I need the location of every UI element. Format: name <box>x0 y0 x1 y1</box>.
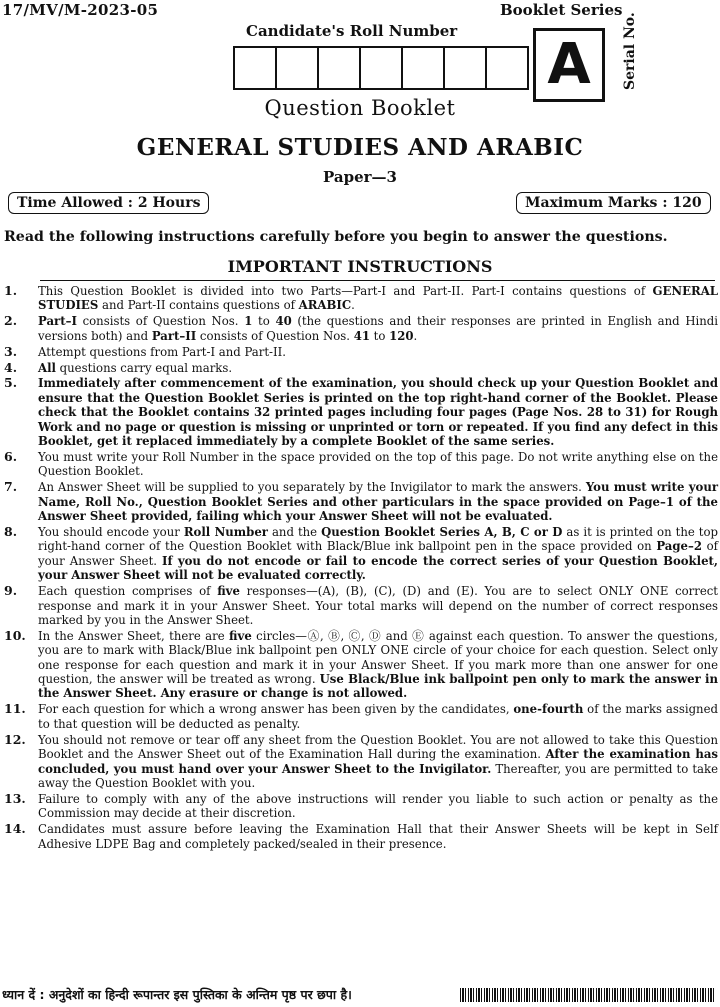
booklet-series-letter: A <box>533 28 605 102</box>
instruction-text-segment: Failure to comply with any of the above instructions will render you liable to such action or penalty as the Commission may decide at their discretion. <box>38 791 718 821</box>
instruction-item <box>4 450 718 479</box>
instruction-text-segment: responses—(A), (B), (C), (D) and (E). You are to select ONLY ONE correct response and mark it in your Answer Sheet. Your total marks will depend on the number of correct responses marked by you in the Answer Sheet. <box>38 584 718 627</box>
instruction-text-segment: Attempt questions from Part-I and Part-II. <box>38 344 286 359</box>
instruction-number: 12. <box>4 731 26 747</box>
instruction-text <box>38 361 718 375</box>
instruction-item <box>4 584 718 627</box>
instruction-item <box>4 376 718 448</box>
instruction-text-segment: An Answer Sheet will be supplied to you separately by the Invigilator to mark the answers. <box>38 480 586 495</box>
roll-digit-box[interactable] <box>275 46 319 90</box>
instruction-text-segment: If you do not encode or fail to encode the correct series of your Question Booklet, your Answer Sheet will not be evaluated correctly. <box>38 553 718 583</box>
roll-number-label: Candidate's Roll Number <box>246 22 458 40</box>
instruction-text-segment: All <box>38 360 56 375</box>
instruction-text-segment: to <box>369 328 390 343</box>
instruction-text-segment: Question Booklet Series A, B, C or D <box>321 525 563 539</box>
heading-divider <box>40 280 715 281</box>
instruction-text-segment: For each question for which a wrong answer has been given by the candidates, <box>38 702 514 717</box>
instructions-list <box>4 284 718 852</box>
instruction-text-segment: After the examination has concluded, you must hand over your Answer Sheet to the Invigilator. <box>38 747 718 776</box>
instruction-text-segment: of your Answer Sheet. <box>38 539 718 568</box>
instruction-number: 7. <box>4 479 18 495</box>
instruction-text-segment: one-fourth <box>513 702 584 717</box>
instruction-text-segment: consists of Question Nos. <box>196 328 354 343</box>
instruction-text-segment: In the Answer Sheet, there are <box>38 628 230 643</box>
instruction-text <box>38 284 718 313</box>
instruction-text <box>38 376 718 448</box>
instruction-number: 11. <box>4 701 26 717</box>
instruction-number: 1. <box>4 283 18 298</box>
instruction-number: 10. <box>4 627 26 643</box>
time-allowed-badge: Time Allowed : 2 Hours <box>8 192 209 214</box>
instruction-text-segment: Immediately after commencement of the examination, you should check up your Question Booklet and ensure that the Question Booklet Series is printed on the top right-hand corner of the Booklet. Please check that the Booklet contains 32 printed pages including four pages (Page Nos. 28 to 31) for Rough Work and no page or question is missing or unprinted or torn or repeated. If you find any defect in this Booklet, get it replaced immediately by a complete Booklet of the same series. <box>38 376 718 449</box>
roll-digit-box[interactable] <box>485 46 529 90</box>
barcode <box>460 988 715 1002</box>
instruction-text-segment: Thereafter, you are permitted to take away the Question Booklet with you. <box>38 761 718 790</box>
roll-number-boxes <box>235 46 529 90</box>
instruction-item <box>4 702 718 731</box>
instruction-text-segment: 41 <box>353 328 370 343</box>
instruction-text <box>38 345 718 359</box>
roll-digit-box[interactable] <box>233 46 277 90</box>
instruction-text-segment: and the <box>267 525 322 539</box>
instruction-text-segment: GENERAL STUDIES <box>38 284 718 313</box>
subject-title: GENERAL STUDIES AND ARABIC <box>136 134 584 161</box>
instruction-number: 2. <box>4 313 18 329</box>
instruction-number: 3. <box>4 343 18 359</box>
instruction-text-segment: Part–I <box>38 314 77 329</box>
instruction-text-segment: This Question Booklet is divided into two Parts—Part-I and Part-II. Part-I contains questions of <box>38 284 653 298</box>
instruction-number: 14. <box>4 821 26 837</box>
instruction-item <box>4 314 718 343</box>
instruction-text-segment: of the marks assigned to that question will be deducted as penalty. <box>38 702 718 731</box>
instruction-text <box>38 629 718 701</box>
read-instructions-note: Read the following instructions carefully before you begin to answer the questions. <box>4 229 668 245</box>
instruction-text-segment: Part–II <box>151 328 197 343</box>
instruction-item <box>4 345 718 359</box>
instruction-text-segment: 120 <box>389 328 414 343</box>
roll-digit-box[interactable] <box>401 46 445 90</box>
instruction-text <box>38 822 718 851</box>
booklet-code: 17/MV/M-2023-05 <box>2 1 159 19</box>
booklet-title: Question Booklet <box>264 96 456 120</box>
instruction-text-segment: Candidates must assure before leaving the Examination Hall that their Answer Sheets will be kept in Self Adhesive LDPE Bag and completely packed/sealed in their presence. <box>38 822 718 851</box>
instruction-item <box>4 733 718 791</box>
instruction-text <box>38 733 718 791</box>
maximum-marks-badge: Maximum Marks : 120 <box>516 192 711 214</box>
instruction-text <box>38 480 718 523</box>
instruction-number: 4. <box>4 359 18 375</box>
serial-number-label: Serial No. <box>622 12 638 90</box>
instruction-text-segment: as it is printed on the top right-hand corner of the Question Booklet with Black/Blue ink ballpoint pen in the space provided on <box>38 525 719 554</box>
instruction-text-segment: 1 <box>244 314 253 329</box>
hindi-footer-note: ध्यान दें : अनुदेशों का हिन्दी रूपान्तर इस पुस्तिका के अन्तिम पृष्ठ पर छपा है। <box>2 987 352 1002</box>
instruction-item <box>4 792 718 821</box>
instruction-text-segment: . <box>351 298 355 313</box>
instruction-text-segment: and Part-II contains questions of <box>98 298 299 313</box>
instruction-text-segment: ARABIC <box>298 298 352 313</box>
instruction-number: 6. <box>4 448 18 464</box>
instruction-item <box>4 480 718 523</box>
instruction-number: 5. <box>4 375 18 391</box>
instruction-text <box>38 584 718 627</box>
instruction-text <box>38 792 718 821</box>
instruction-text-segment: You must write your Roll Number in the space provided on the top of this page. Do not write anything else on the Question Booklet. <box>38 449 718 479</box>
instruction-text-segment: to <box>252 314 276 329</box>
instruction-text-segment: Use Black/Blue ink ballpoint pen only to mark the answer in the Answer Sheet. Any erasure or change is not allowed. <box>38 672 718 701</box>
instruction-text-segment: Page–2 <box>656 539 702 554</box>
instruction-text <box>38 525 718 583</box>
paper-number: Paper—3 <box>323 168 397 186</box>
instruction-text-segment: five <box>229 628 252 643</box>
instruction-text-segment: questions carry equal marks. <box>55 360 233 375</box>
instruction-text-segment: Roll Number <box>183 525 268 539</box>
instruction-number: 13. <box>4 790 26 806</box>
instruction-item <box>4 525 718 583</box>
instruction-text <box>38 314 718 343</box>
roll-digit-box[interactable] <box>359 46 403 90</box>
instruction-item <box>4 629 718 701</box>
roll-digit-box[interactable] <box>317 46 361 90</box>
instruction-item <box>4 284 718 313</box>
instruction-text-segment: five <box>217 584 240 599</box>
instruction-item <box>4 361 718 375</box>
instruction-text-segment: circles—Ⓐ, Ⓑ, Ⓒ, Ⓓ and Ⓔ against each question. To answer the questions, you are to mark with Black/Blue ink ballpoint pen ONLY ONE circle of your choice for each question. Select only one response for each question and mark it in your Answer Sheet. If you mark more than one answer for one question, the answer will be treated as wrong. <box>38 628 718 687</box>
instruction-number: 9. <box>4 583 18 599</box>
instruction-text-segment: You must write your Name, Roll No., Question Booklet Series and other particulars in the space provided on Page–1 of the Answer Sheet provided, failing which your Answer Sheet will not be evaluated. <box>38 480 718 524</box>
instruction-text-segment: . <box>413 328 418 343</box>
instruction-text-segment: You should encode your <box>38 525 184 539</box>
instruction-text <box>38 450 718 479</box>
booklet-series-label: Booklet Series <box>500 1 623 19</box>
instructions-heading: IMPORTANT INSTRUCTIONS <box>227 257 493 276</box>
instruction-text-segment: You should not remove or tear off any sheet from the Question Booklet. You are not allowed to take this Question Booklet and the Answer Sheet out of the Examination Hall during the examination. <box>38 732 718 762</box>
instruction-number: 8. <box>4 524 18 539</box>
instruction-text <box>38 702 718 731</box>
instruction-text-segment: (the questions and their responses are printed in English and Hindi versions both) and <box>38 314 719 343</box>
roll-digit-box[interactable] <box>443 46 487 90</box>
instruction-text-segment: 40 <box>275 314 292 329</box>
instruction-text-segment: Each question comprises of <box>38 584 218 599</box>
instruction-item <box>4 822 718 851</box>
instruction-text-segment: consists of Question Nos. <box>76 314 245 329</box>
